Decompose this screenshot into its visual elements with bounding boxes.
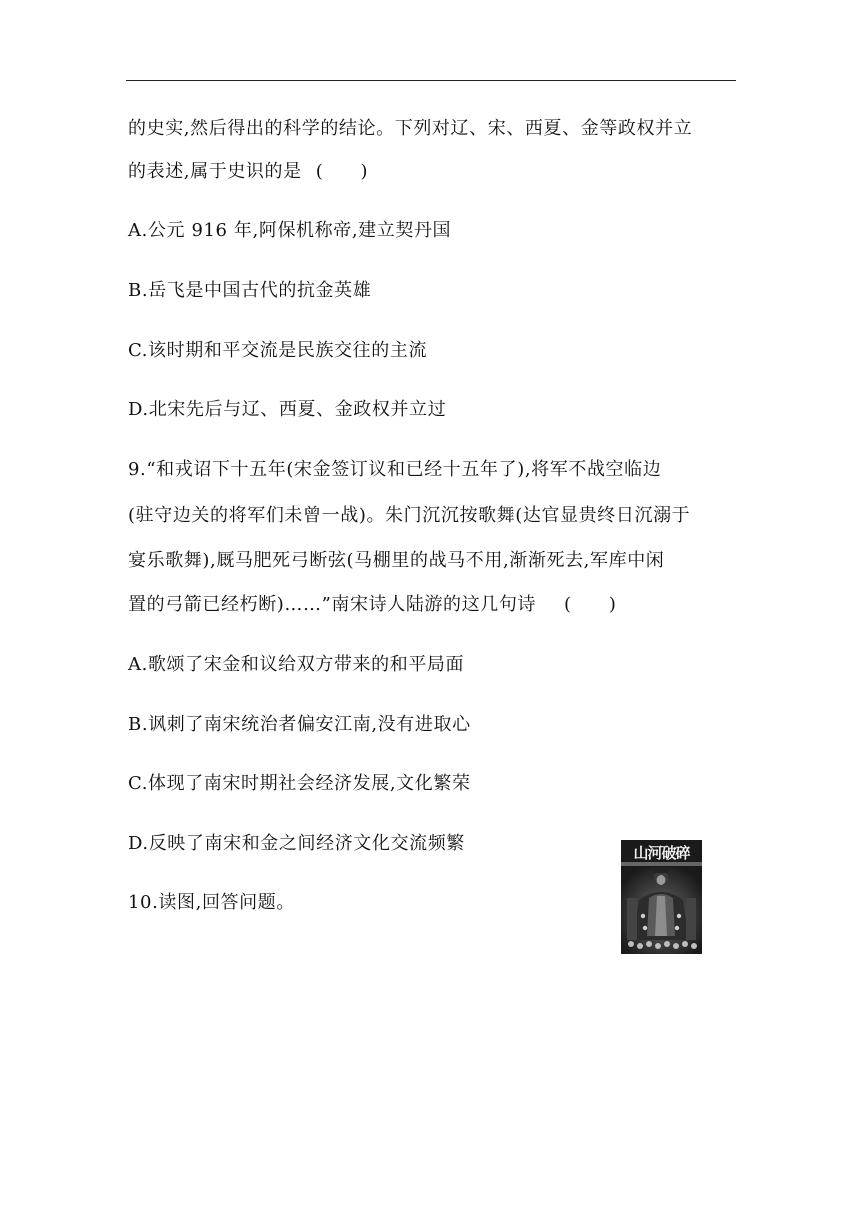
q8-option-a: A.公元 916 年,阿保机称帝,建立契丹国: [128, 220, 452, 241]
q9-stem-line1: 9.“和戎诏下十五年(宋金签订议和已经十五年了),将军不战空临边: [128, 459, 662, 480]
q9-stem-line2: (驻守边关的将军们未曾一战)。朱门沉沉按歌舞(达官显贵终日沉溺于: [128, 505, 691, 526]
q9-stem-line4: [128, 593, 616, 617]
poster-title: 山河破碎: [633, 844, 690, 862]
q9-stem-line3: 宴乐歌舞),厩马肥死弓断弦(马棚里的战马不用,渐渐死去,军库中闲: [128, 550, 665, 571]
movie-poster-image: [621, 840, 702, 954]
q9-option-d: D.反映了南宋和金之间经济文化交流频繁: [128, 833, 465, 854]
q8-stem-text: 的表述,属于史识的是: [128, 161, 302, 182]
q8-option-c: C.该时期和平交流是民族交往的主流: [128, 340, 428, 361]
q9-option-a: A.歌颂了宋金和议给双方带来的和平局面: [128, 654, 465, 675]
poster-figure-illustration: [621, 840, 702, 954]
q8-stem-line1: 的史实,然后得出的科学的结论。下列对辽、宋、西夏、金等政权并立: [128, 118, 693, 139]
q9-option-c: C.体现了南宋时期社会经济发展,文化繁荣: [128, 773, 471, 794]
q10-stem: 10.读图,回答问题。: [128, 892, 295, 913]
q9-stem-text: 置的弓箭已经朽断)……”南宋诗人陆游的这几句诗: [128, 594, 537, 615]
q8-option-d: D.北宋先后与辽、西夏、金政权并立过: [128, 399, 447, 420]
q8-option-b: B.岳飞是中国古代的抗金英雄: [128, 280, 372, 301]
q9-option-b: B.讽刺了南宋统治者偏安江南,没有进取心: [128, 714, 471, 735]
q8-answer-parens: ( ): [315, 161, 369, 182]
q8-stem-line2: [128, 160, 368, 184]
header-rule: [126, 80, 736, 81]
q9-answer-parens: ( ): [564, 594, 617, 615]
